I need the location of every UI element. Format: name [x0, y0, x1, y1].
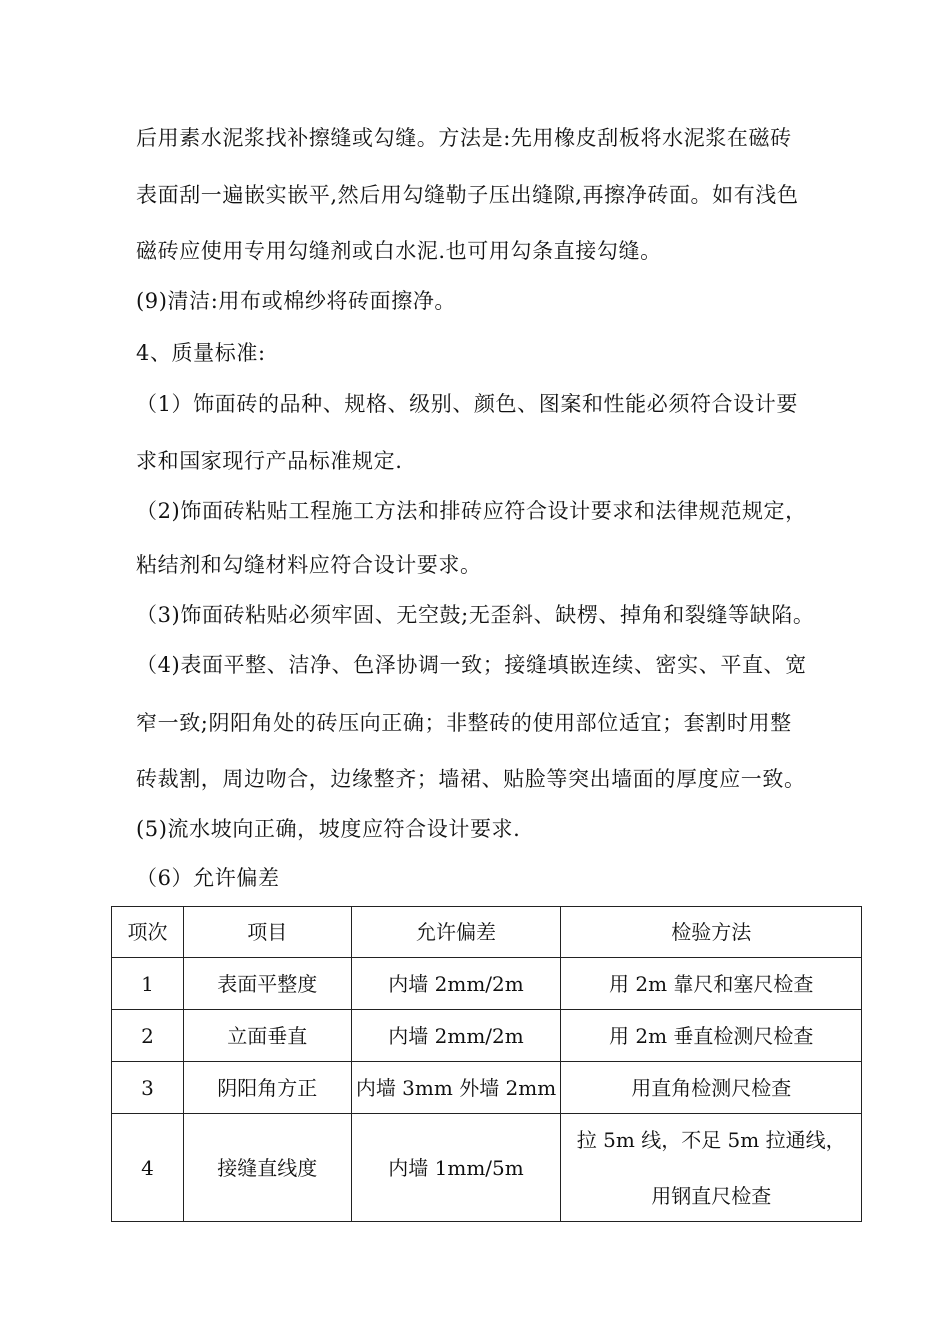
tolerance-table — [111, 906, 862, 1222]
tolerance-cell: 内墙 1mm/5m — [351, 1114, 561, 1222]
table-row — [112, 958, 862, 1010]
paragraph-line: （2)饰面砖粘贴工程施工方法和排砖应符合设计要求和法律规范规定， — [136, 499, 807, 523]
item-cell: 阴阳角方正 — [183, 1062, 351, 1114]
tolerance-cell: 内墙 3mm 外墙 2mm — [351, 1062, 561, 1114]
header-cell: 允许偏差 — [351, 907, 561, 958]
paragraph-line: 求和国家现行产品标准规定. — [136, 449, 403, 473]
method-line: 用钢直尺检查 — [651, 1183, 772, 1208]
paragraph-line: (5)流水坡向正确，坡度应符合设计要求. — [136, 817, 521, 841]
header-cell: 项目 — [183, 907, 351, 958]
paragraph-line: 窄一致;阴阳角处的砖压向正确；非整砖的使用部位适宜；套割时用整 — [136, 711, 792, 735]
table-header-row — [112, 907, 862, 958]
paragraph-line: （3)饰面砖粘贴必须牢固、无空鼓;无歪斜、缺楞、掉角和裂缝等缺陷。 — [136, 603, 815, 627]
row-number-cell: 3 — [112, 1062, 184, 1114]
paragraph-line: 磁砖应使用专用勾缝剂或白水泥.也可用勾条直接勾缝。 — [136, 239, 662, 263]
section-heading: 4、质量标准: — [136, 341, 266, 365]
row-number-cell: 4 — [112, 1114, 184, 1222]
tolerance-cell: 内墙 2mm/2m — [351, 958, 561, 1010]
paragraph-line: (9)清洁:用布或棉纱将砖面擦净。 — [136, 289, 457, 313]
method-cell: 用直角检测尺检查 — [561, 1062, 862, 1114]
table-row — [112, 1062, 862, 1114]
paragraph-line: 砖裁割，周边吻合，边缘整齐；墙裙、贴脸等突出墙面的厚度应一致。 — [136, 767, 806, 791]
paragraph-line: 表面刮一遍嵌实嵌平,然后用勾缝勒子压出缝隙,再擦净砖面。如有浅色 — [136, 183, 799, 207]
header-cell: 项次 — [112, 907, 184, 958]
table-row — [112, 1114, 862, 1222]
table-row — [112, 1010, 862, 1062]
item-cell: 立面垂直 — [183, 1010, 351, 1062]
row-number-cell: 1 — [112, 958, 184, 1010]
tolerance-cell: 内墙 2mm/2m — [351, 1010, 561, 1062]
method-cell: 用 2m 垂直检测尺检查 — [561, 1010, 862, 1062]
paragraph-line: （6）允许偏差 — [136, 866, 280, 890]
paragraph-line: （1）饰面砖的品种、规格、级别、颜色、图案和性能必须符合设计要 — [136, 392, 798, 416]
row-number-cell: 2 — [112, 1010, 184, 1062]
method-line: 拉 5m 线，不足 5m 拉通线， — [576, 1127, 846, 1152]
method-cell — [561, 1114, 862, 1222]
paragraph-line: 后用素水泥浆找补擦缝或勾缝。方法是:先用橡皮刮板将水泥浆在磁砖 — [136, 126, 792, 150]
header-cell: 检验方法 — [561, 907, 862, 958]
method-cell: 用 2m 靠尺和塞尺检查 — [561, 958, 862, 1010]
item-cell: 表面平整度 — [183, 958, 351, 1010]
item-cell: 接缝直线度 — [183, 1114, 351, 1222]
paragraph-line: （4)表面平整、洁净、色泽协调一致；接缝填嵌连续、密实、平直、宽 — [136, 653, 807, 677]
paragraph-line: 粘结剂和勾缝材料应符合设计要求。 — [136, 553, 482, 577]
